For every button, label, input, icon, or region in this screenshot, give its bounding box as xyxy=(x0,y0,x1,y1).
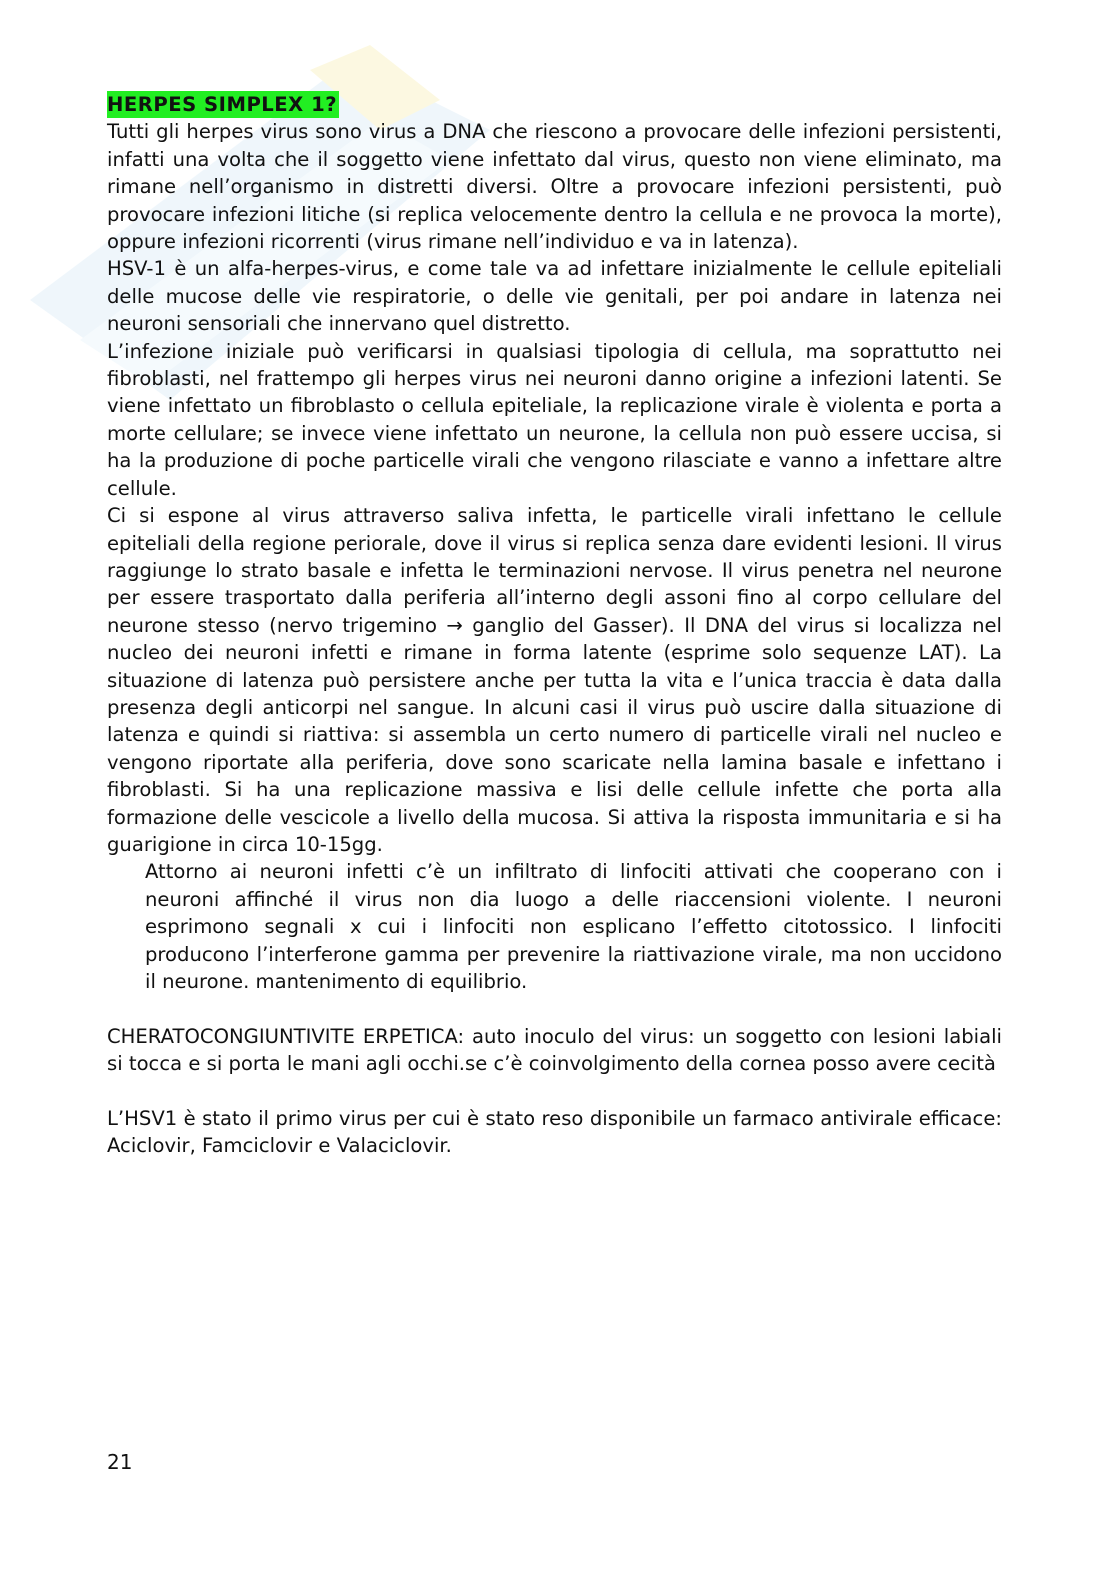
paragraph-cheratocongiuntivite: CHERATOCONGIUNTIVITE ERPETICA: auto inoculo del virus: un soggetto con lesioni labiali si tocca e si porta le mani agli occhi.se c’è coinvolgimento della cornea posso avere cecità xyxy=(107,1024,1002,1076)
page-number: 21 xyxy=(107,1450,133,1474)
document-body xyxy=(107,91,1002,1160)
paragraph-hsv1: HSV-1 è un alfa-herpes-virus, e come tale va ad infettare inizialmente le cellule epiteliali delle mucose delle vie respiratorie, o delle vie genitali, per poi andare in latenza nei neuroni sensoriali che innervano quel distretto. xyxy=(107,257,1002,336)
paragraph-infezione-iniziale: L’infezione iniziale può verificarsi in qualsiasi tipologia di cellula, ma soprattutto nei fibroblasti, nel frattempo gli herpes virus nei neuroni danno origine a infezioni latenti. Se viene infettato un fibroblasto o cellula epiteliale, la replicazione virale è violenta e porta a morte cellulare; se invece viene infettato un neurone, la cellula non può essere uccisa, si ha la produzione di poche particelle virali che vengono rilasciate e vanno a infettare altre cellule. xyxy=(107,339,1002,500)
paragraph-linfociti: Attorno ai neuroni infetti c’è un infiltrato di linfociti attivati che cooperano con i neuroni affinché il virus non dia luogo a delle riaccensioni violente. I neuroni esprimono segnali x cui i linfociti non esplicano l’effetto citotossico. I linfociti producono l’interferone gamma per prevenire la riattivazione virale, ma non uccidono il neurone. mantenimento di equilibrio. xyxy=(145,860,1002,993)
paragraph-antivirale: L’HSV1 è stato il primo virus per cui è stato reso disponibile un farmaco antivirale efficace: Aciclovir, Famciclovir e Valaciclovir. xyxy=(107,1107,1002,1158)
paragraph-intro: Tutti gli herpes virus sono virus a DNA che riescono a provocare delle infezioni persistenti, infatti una volta che il soggetto viene infettato dal virus, questo non viene eliminato, ma rimane nell’organismo in distretti diversi. Oltre a provocare infezioni persistenti, può provocare infezioni litiche (si replica velocemente dentro la cellula e ne provoca la morte), oppure infezioni ricorrenti (virus rimane nell’individuo e va in latenza). xyxy=(107,120,1002,254)
paragraph-esposizione: Ci si espone al virus attraverso saliva infetta, le particelle virali infettano le cellule epiteliali della regione periorale, dove il virus si replica senza dare evidenti lesioni. Il virus raggiunge lo strato basale e infetta le terminazioni nervose. Il virus penetra nel neurone per essere trasportato dalla periferia all’interno degli assoni fino al corpo cellulare del neurone stesso (nervo trigemino → ganglio del Gasser). Il DNA del virus si localizza nel nucleo dei neuroni infetti e rimane in forma latente (esprime solo sequenze LAT). La situazione di latenza può persistere anche per tutta la vita e l’unica traccia è data dalla presenza degli anticorpi nel sangue. In alcuni casi il virus può uscire dalla situazione di latenza e quindi si riattiva: si assembla un certo numero di particelle virali nel nucleo e vengono riportate alla periferia, dove sono scaricate nella lamina basale e infettano i fibroblasti. Si ha una replicazione massiva e lisi delle cellule infette che porta alla formazione delle vescicole a livello della mucosa. Si attiva la risposta immunitaria e si ha guarigione in circa 10-15gg. xyxy=(107,504,1002,856)
section-heading: HERPES SIMPLEX 1? xyxy=(107,93,338,116)
